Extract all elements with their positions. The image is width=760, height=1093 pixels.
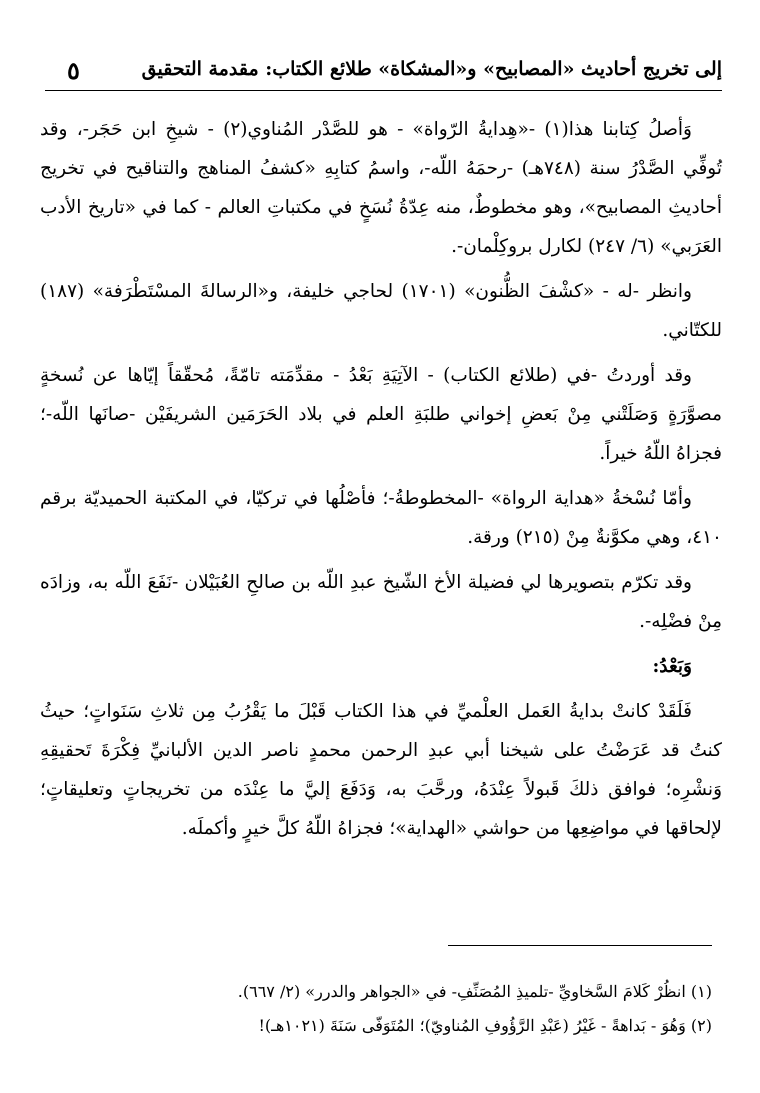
header-title: إلى تخريج أحاديث «المصابيح» و«المشكاة» طلائع الكتاب: مقدمة التحقيق <box>141 58 722 80</box>
footnote-2: (٢) وَهُوَ - بَداهةً - غَيْرُ (عَبْدِ الرَّؤُوفِ المُناويّ)؛ المُتَوَفّى سَنَةَ (١٠٢١هـ)! <box>258 1016 712 1035</box>
footnote-1: (١) انظُرْ كَلامَ السَّخاويِّ -تلميذِ المُصَنِّفِ- في «الجواهر والدرر» (٢/ ٦٦٧). <box>237 982 712 1001</box>
running-header <box>45 58 722 90</box>
page-number: ٥ <box>67 56 80 85</box>
paragraph-thanks: وقد تكرّم بتصويرها لي فضيلة الأخ الشّيخ عبدِ اللّه بن صالحِ العُبَيْلان -نَفَعَ اللّه به، وزادَه مِنْ فضْلِه-. <box>40 572 722 632</box>
subheading-wa-bad: وَبَعْدُ: <box>652 656 692 677</box>
paragraph-origin: وَأصلُ كِتابنا هذا(١) -«هِدايةُ الرّواة» - هو للصَّدْر المُناوي(٢) - شيخِ ابن حَجَر-، وقد تُوفِّي الصَّدْرُ سنة (٧٤٨هـ) -رحمَهُ اللّه-، واسمُ كتابِهِ «كشفُ المناهج والتناقيح في تخريج أحاديثِ المصابيح»، وهو مخطوطٌ، منه عِدّةُ نُسَخٍ في مكتباتِ العالم - كما في «تاريخ الأدب العَرَبي» (٦/ ٢٤٧) لكارل بروكِلْمان-. <box>40 119 722 257</box>
paragraph-introduction-source: وقد أوردتُ -في (طلائع الكتاب) - الآتِيَةِ بَعْدُ - مقدِّمَته تامّةً، مُحقّقاً إيّاها عن نُسخةٍ مصوَّرَةٍ وَصَلَتْني مِنْ بَعضِ إخواني طلبَةِ العلم في بلاد الحَرَمَين الشريفَيْن -صانَها اللّه-؛ فجزاهُ اللّهُ خيراً. <box>40 365 722 464</box>
paragraph-manuscript: وأمّا نُسْخةُ «هداية الرواة» -المخطوطةُ-؛ فأصْلُها في تركيّا، في المكتبة الحميديّة برقم ٤١٠، وهي مكوَّنةٌ مِنْ (٢١٥) ورقة. <box>40 488 722 548</box>
footnotes <box>40 975 712 1043</box>
footnote-divider <box>448 945 712 946</box>
main-text <box>40 110 722 848</box>
paragraph-see-also: وانظر -له - «كشْفَ الظُّنون» (١٧٠١) لحاجي خليفة، و«الرسالةَ المسْتَطْرَفة» (١٨٧) للكتّاني. <box>40 281 722 341</box>
paragraph-work-beginning: فَلَقَدْ كانتْ بدايةُ العَمل العلْميِّ في هذا الكتاب قَبْلَ ما يَقْرُبُ مِن ثلاثِ سَنَواتٍ؛ حيثُ كنتُ قد عَرَضْتُ على شيخنا أبي عبدِ الرحمن محمدٍ ناصر الدين الألبانيِّ فِكْرَةَ تَحقيقِهِ وَنشْرِه؛ فوافق ذلكَ قَبولاً عِنْدَهُ، ورحَّبَ به، وَدَفَعَ إليَّ ما عِنْدَه من تخريجاتٍ وتعليقاتٍ؛ لإلحاقها في مواضِعِها من حواشي «الهداية»؛ فجزاهُ اللّهُ كلَّ خيرٍ وأكملَه. <box>40 701 722 839</box>
header-divider <box>45 90 722 91</box>
